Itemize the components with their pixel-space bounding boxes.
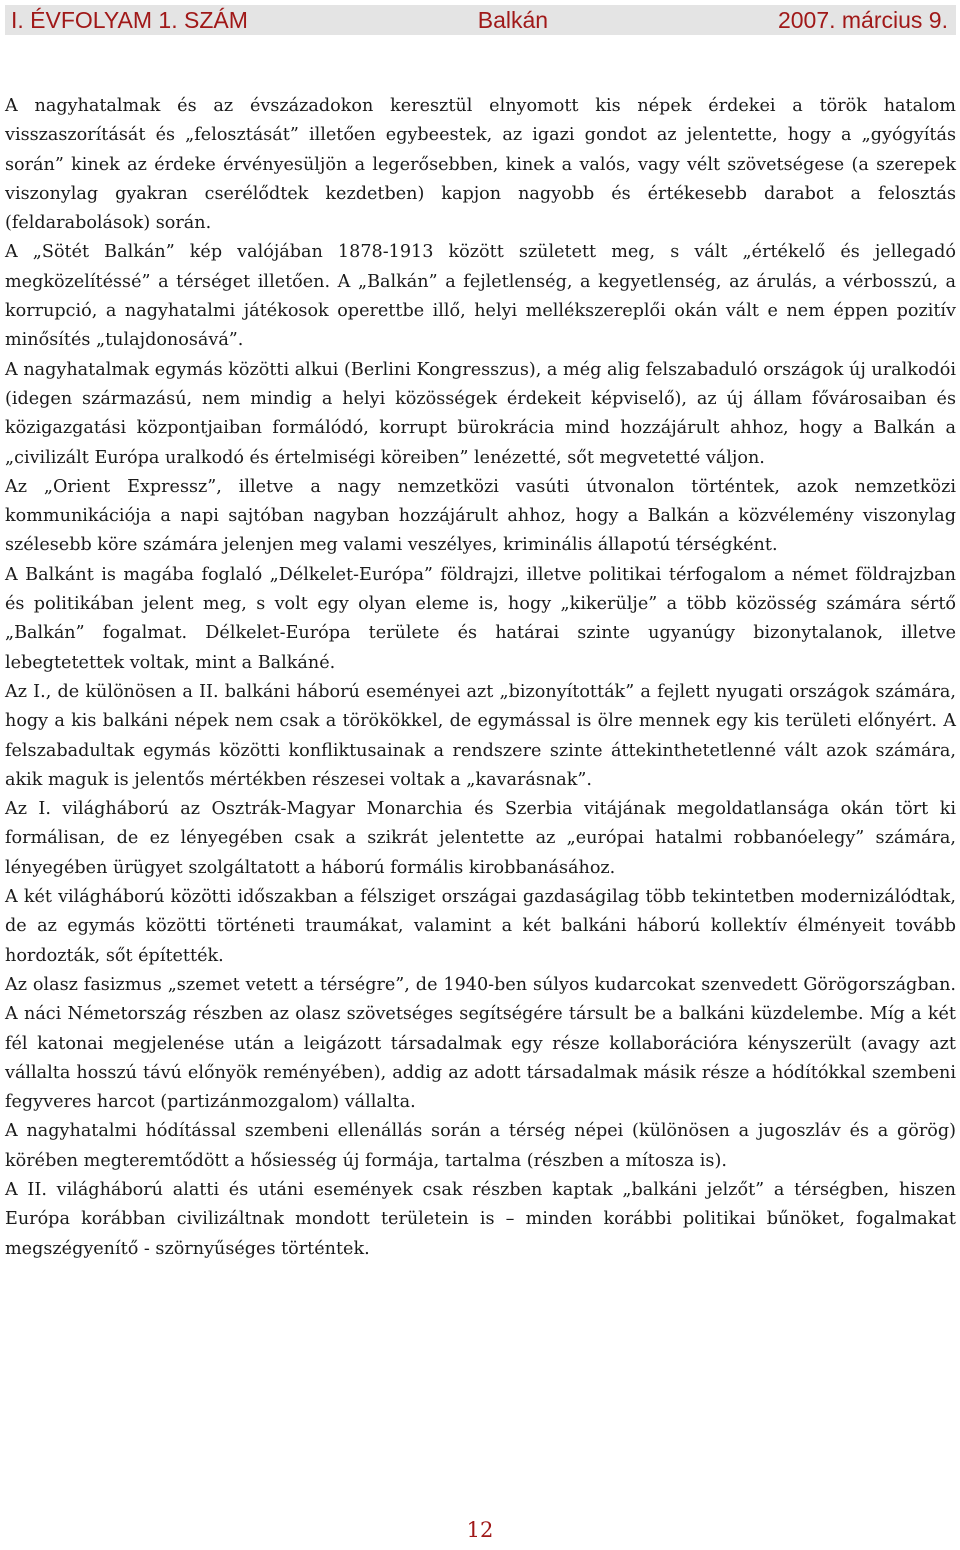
page-number: 12 <box>466 1518 494 1542</box>
paragraph: Az „Orient Expressz”, illetve a nagy nemzetközi vasúti útvonalon történtek, azok nemzetközi kommunikációja a napi sajtóban nagyban hozzájárult ahhoz, hogy a Balkán a közvélemény viszonylag szélesebb köre számára jelenjen meg valami veszélyes, kriminális állapotú térségként. <box>5 476 956 556</box>
paragraph: Az olasz fasizmus „szemet vetett a térségre”, de 1940-ben súlyos kudarcokat szenvedett Görögországban. A náci Németország részben az olasz szövetséges segítségére társult be a balkáni küzdelembe. Míg a két fél katonai megjelenése után a leigázott társadalmak egy része kollaborációra kényszerült (avagy azt vállalta hosszú távú előnyök reményében), addig az adott társadalmak másik része a hódítókkal szembeni fegyveres harcot (partizánmozgalom) vállalta. <box>5 974 956 1113</box>
paragraph: A nagyhatalmak és az évszázadokon keresztül elnyomott kis népek érdekei a török hatalom visszaszorítását és „felosztását” illetően egybeestek, az igazi gondot az jelentette, hogy a „gyógyítás során” kinek az érdeke érvényesüljön a legerősebben, kinek a valós, vagy vélt szövetségese (a szerepek viszonylag gyakran cserélődtek kezdetben) kapjon nagyobb és értékesebb darabot a felosztás (feldarabolások) során. <box>5 96 956 234</box>
volume-label: I. ÉVFOLYAM 1. SZÁM <box>11 6 248 33</box>
paragraph: A Balkánt is magába foglaló „Délkelet-Európa” földrajzi, illetve politikai térfogalom a német földrajzban és politikában jelent meg, s volt egy olyan eleme is, hogy „kikerülje” a több közösség számára sértő „Balkán” fogalmat. Délkelet-Európa területe és határai szinte ugyanúgy bizonytalanok, illetve lebegtetettek voltak, mint a Balkáné. <box>5 564 956 673</box>
paragraph: Az I. világháború az Osztrák-Magyar Monarchia és Szerbia vitájának megoldatlansága okán tört ki formálisan, de ez lényegében csak a szikrát jelentette az „európai hatalmi robbanóelegy” számára, lényegében ürügyet szolgáltatott a háború formális kirobbanásához. <box>5 799 956 878</box>
paragraph: A „Sötét Balkán” kép valójában 1878-1913 között született meg, s vált „értékelő és jellegadó megközelítéssé” a térséget illetően. A „Balkán” a fejletlenség, a kegyetlenség, az árulás, a vérbosszú, a korrupció, a nagyhatalmi játékosok operettbe illő, helyi mellékszereplői okán vált e nem éppen pozitív minősítés „tulajdonosává”. <box>5 242 956 351</box>
article-body <box>5 92 956 1264</box>
paragraph: A nagyhatalmi hódítással szembeni ellenállás során a térség népei (különösen a jugoszláv és a görög) körében megteremtődött a hősiesség új formája, tartalma (részben a mítosza is). <box>5 1121 956 1171</box>
running-header <box>5 5 956 35</box>
issue-date: 2007. március 9. <box>777 6 948 33</box>
paragraph: Az I., de különösen a II. balkáni háború eseményei azt „bizonyították” a fejlett nyugati országok számára, hogy a kis balkáni népek nem csak a törökökkel, de egymással is ölre mennek egy kis területi előnyért. A felszabadultak egymás közötti konfliktusainak a rendszere szinte áttekinthetetlenné vált azok számára, akik maguk is jelentős mértékben részesei voltak a „kavarásnak”. <box>5 681 956 790</box>
paragraph: A nagyhatalmak egymás közötti alkui (Berlini Kongresszus), a még alig felszabaduló országok új uralkodói (idegen származású, nem mindig a helyi közösségek érdekeit képviselő), az új állam fővárosaiban és közigazgatási központjaiban formálódó, korrupt bürokrácia mind hozzájárult ahhoz, hogy a Balkán a „civilizált Európa uralkodó és értelmiségi köreiben” lenézetté, sőt megvetetté váljon. <box>5 359 956 468</box>
paragraph: A II. világháború alatti és utáni események csak részben kaptak „balkáni jelzőt” a térségben, hiszen Európa korábban civilizáltnak mondott területein is – minden korábbi politikai bűnöket, fogalmakat megszégyenítő - szörnyűséges történtek. <box>5 1179 956 1259</box>
paragraph: A két világháború közötti időszakban a félsziget országai gazdaságilag több tekintetben modernizálódtak, de az egymás közötti történeti traumákat, valamint a két balkáni háború kollektív élményeit tovább hordozták, sőt építették. <box>5 887 956 966</box>
section-title: Balkán <box>477 6 549 33</box>
